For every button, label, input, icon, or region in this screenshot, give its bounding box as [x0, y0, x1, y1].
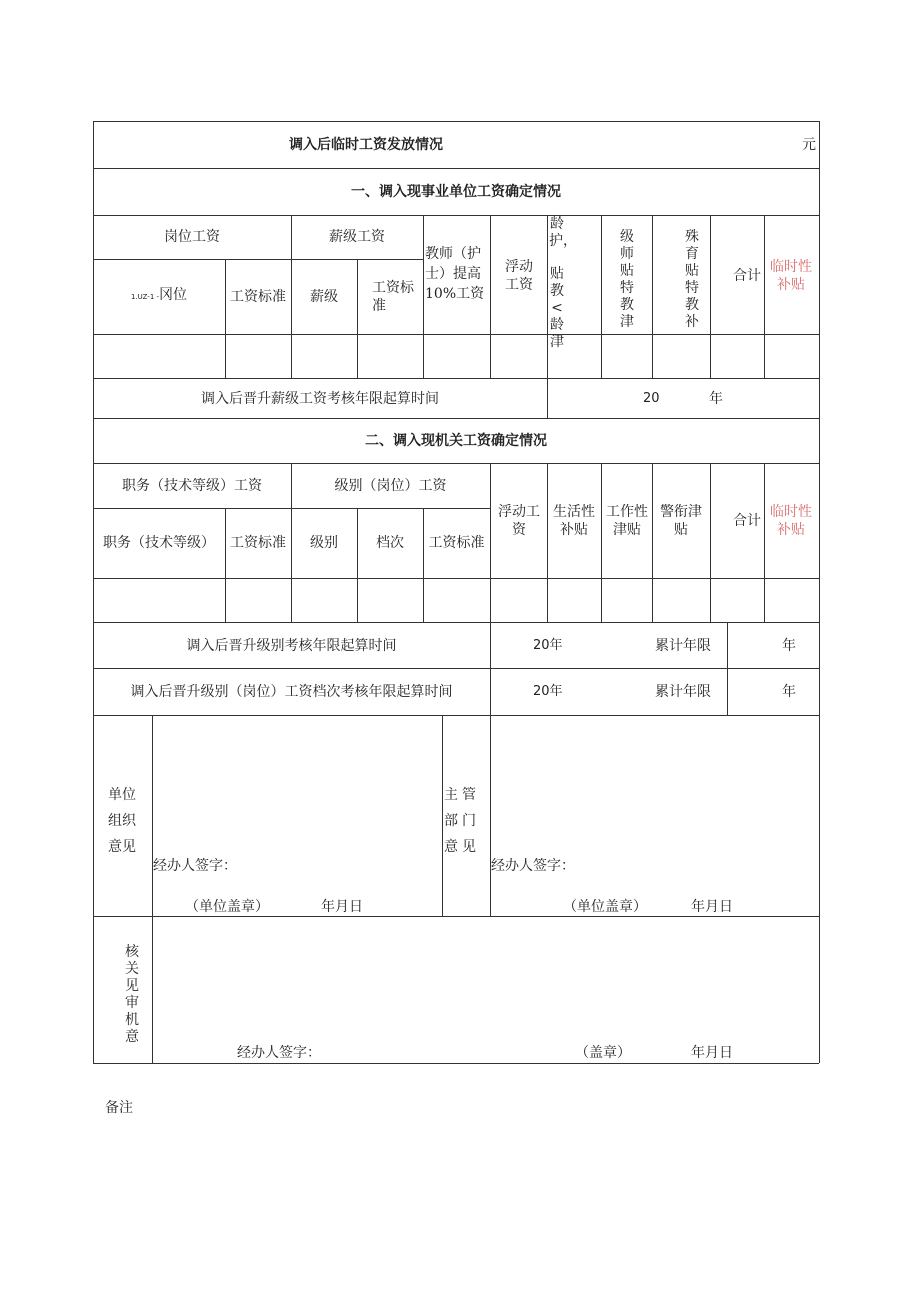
header-duty-salary: 职务（技术等级）工资	[122, 478, 262, 494]
header-special-education-b: 贴特教补	[685, 263, 699, 330]
header-seniority-col-a: 龄护，	[549, 216, 577, 249]
promo-level-label: 调入后晋升级别考核年限起算时间	[186, 638, 397, 654]
header-seniority-col-b: 贴教<龄津	[550, 266, 564, 350]
unit-date: 年月日	[321, 899, 363, 915]
promo-level-cumulative: 累计年限	[655, 638, 711, 654]
header-total-2: 合计	[733, 513, 761, 529]
header-floating-salary-2: 浮动工资	[498, 504, 540, 538]
promo-level-year: 20年	[533, 638, 563, 653]
unit-label: 元	[802, 137, 816, 153]
header-post-standard: 工资标准	[230, 289, 286, 305]
review-date: 年月日	[691, 1045, 733, 1061]
promo-grade-year: 20	[643, 391, 660, 406]
dept-date: 年月日	[691, 899, 733, 915]
form-title: 调入后临时工资发放情况	[289, 137, 443, 153]
header-teacher-raise: 教师（护士）提高10%工资	[425, 246, 485, 302]
header-grade: 薪级	[310, 289, 338, 305]
promo-step-label: 调入后晋升级别（岗位）工资档次考核年限起算时间	[130, 684, 453, 700]
promo-step-cumulative: 累计年限	[655, 684, 711, 700]
unit-handler-sign: 经办人签字：	[153, 858, 237, 874]
header-work-allowance: 工作性津贴	[606, 504, 648, 538]
dept-seal: （单位盖章）	[563, 899, 647, 915]
header-duty-standard: 工资标准	[230, 535, 286, 551]
header-special-education-a: 殊育	[685, 229, 699, 262]
header-level-salary: 级别（岗位）工资	[334, 478, 447, 494]
header-police-allowance: 警衔津贴	[660, 504, 702, 538]
section1-heading: 一、调入现事业单位工资确定情况	[351, 184, 561, 200]
dept-opinion-label: 主管部门意见	[444, 787, 480, 855]
unit-opinion-label: 单位组织意见	[108, 787, 136, 855]
dept-handler-sign: 经办人签字：	[491, 858, 575, 874]
promo-grade-year-suffix: 年	[709, 391, 723, 407]
promo-grade-label: 调入后晋升薪级工资考核年限起算时间	[201, 391, 439, 407]
promo-step-year-suffix: 年	[782, 684, 796, 700]
review-handler-sign: 经办人签字：	[237, 1045, 321, 1061]
promo-level-year-suffix: 年	[782, 638, 796, 654]
header-post-prefix: 1.UZ-1 -	[130, 293, 160, 301]
header-living-allowance: 生活性补贴	[553, 504, 595, 538]
section2-heading: 二、调入现机关工资确定情况	[365, 433, 547, 449]
header-duty: 职务（技术等级）	[103, 535, 215, 551]
review-seal: （盖章）	[575, 1045, 631, 1061]
header-level-standard: 工资标准	[428, 535, 485, 551]
header-temp-allowance: 临时性补贴	[770, 259, 812, 293]
header-total: 合计	[733, 268, 761, 284]
header-level: 级别	[310, 535, 338, 551]
review-opinion-label: 核关见审机意	[125, 944, 139, 1045]
header-post	[93, 286, 225, 306]
header-post-label: 冈位	[159, 287, 188, 303]
header-grade-salary: 薪级工资	[329, 229, 385, 245]
unit-seal: （单位盖章）	[185, 899, 269, 915]
header-floating-salary: 浮动工资	[505, 259, 533, 293]
header-post-salary: 岗位工资	[164, 229, 220, 245]
promo-step-year: 20年	[533, 684, 563, 699]
header-special-teacher-a: 级师	[620, 229, 634, 262]
header-grade-standard: 工资标准	[372, 280, 414, 314]
header-special-teacher-b: 贴特教津	[620, 263, 634, 330]
header-step: 档次	[376, 535, 404, 551]
remark-label: 备注	[105, 1100, 133, 1116]
header-temp-allowance-2: 临时性补贴	[770, 504, 812, 538]
